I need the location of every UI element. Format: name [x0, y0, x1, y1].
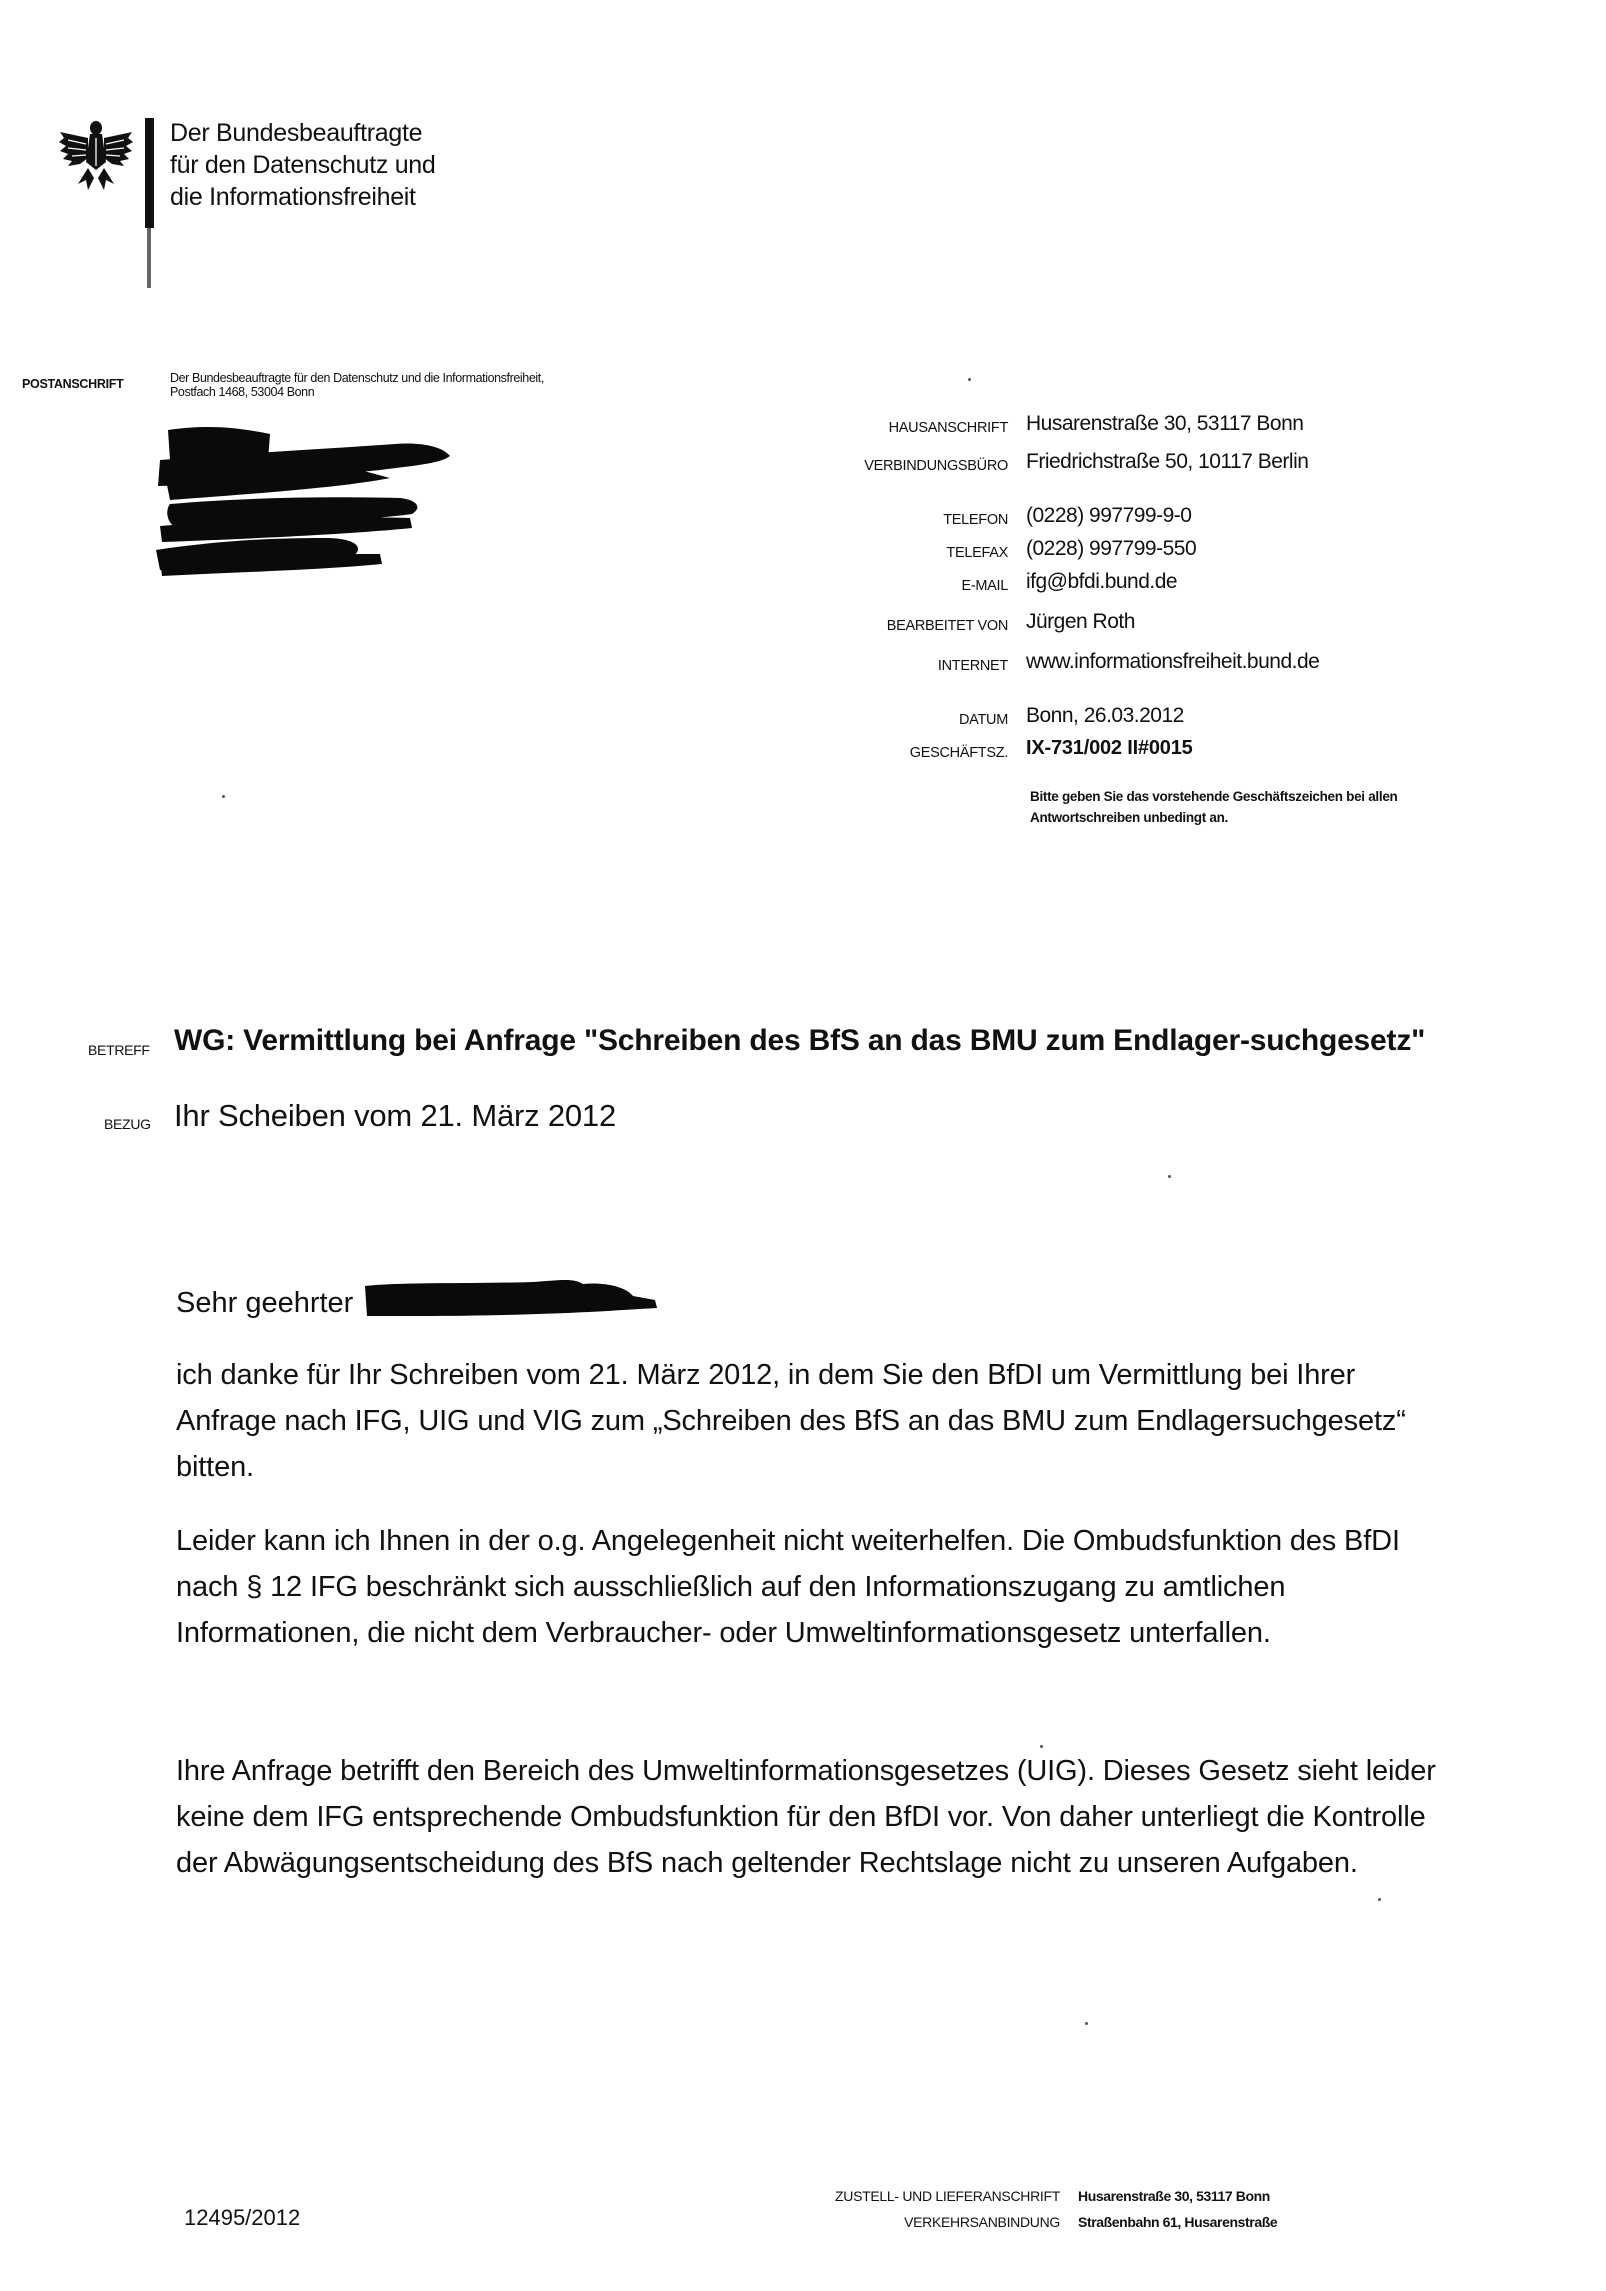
contact-label-telefon: TELEFON — [943, 512, 1008, 528]
org-name-line-2: für den Datenschutz und — [170, 151, 436, 179]
recipient-address-redaction — [150, 420, 510, 615]
scan-speck — [1378, 1898, 1381, 1901]
scan-speck — [968, 378, 971, 381]
org-name-line-1: Der Bundesbeauftragte — [170, 119, 423, 147]
reference-note: Bitte geben Sie das vorstehende Geschäftszeichen bei allen Antwortschreiben unbedingt an. — [1030, 789, 1398, 825]
transport-label: VERKEHRSANBINDUNG — [904, 2214, 1060, 2230]
contact-label-geschaeftszeichen: GESCHÄFTSZ. — [909, 745, 1008, 761]
contact-value-telefon: (0228) 997799-9-0 — [1026, 504, 1192, 527]
federal-eagle-icon — [56, 118, 136, 194]
document-number: 12495/2012 — [184, 2205, 301, 2230]
contact-value-bearbeitet-von: Jürgen Roth — [1026, 610, 1135, 633]
contact-label-verbindungsbuero: VERBINDUNGSBÜRO — [864, 458, 1008, 474]
delivery-address-value: Husarenstraße 30, 53117 Bonn — [1078, 2188, 1270, 2204]
body-paragraph-3: Ihre Anfrage betrifft den Bereich des Umweltinformationsgesetzes (UIG). Dieses Gesetz sieht leider keine dem IFG entsprechende Ombudsfunktion für den BfDI vor. Von daher unterliegt die Kontrolle der Abwägungsentscheidung des BfS nach geltender Rechtslage nicht zu unseren Aufgaben. — [176, 1755, 1436, 1879]
return-address-line-1: Der Bundesbeauftragte für den Datenschutz und die Informationsfreiheit, — [170, 371, 544, 385]
reference-label: BEZUG — [104, 1116, 151, 1132]
contact-label-bearbeitet-von: BEARBEITET VON — [886, 618, 1008, 634]
salutation — [176, 1278, 663, 1320]
letterhead-bar — [145, 118, 154, 228]
contact-label-email: E-MAIL — [961, 578, 1008, 594]
contact-label-telefax: TELEFAX — [946, 545, 1008, 561]
contact-value-geschaeftszeichen: IX-731/002 II#0015 — [1026, 737, 1193, 759]
contact-label-hausanschrift: HAUSANSCHRIFT — [888, 420, 1008, 436]
contact-label-internet: INTERNET — [937, 658, 1008, 674]
body-paragraph-2: Leider kann ich Ihnen in der o.g. Angelegenheit nicht weiterhelfen. Die Ombudsfunktion des BfDI nach § 12 IFG beschränkt sich ausschließlich auf den Informationszugang zu amtlichen Informationen, die nicht dem Verbraucher- oder Umweltinformationsgesetz unterfallen. — [176, 1525, 1400, 1649]
subject-label: BETREFF — [88, 1042, 150, 1058]
contact-value-telefax: (0228) 997799-550 — [1026, 537, 1197, 560]
contact-value-email: ifg@bfdi.bund.de — [1026, 570, 1178, 593]
scan-speck — [1168, 1175, 1171, 1178]
scan-speck — [222, 795, 225, 798]
body-paragraph-1: ich danke für Ihr Schreiben vom 21. März 2012, in dem Sie den BfDI um Vermittlung bei Ihrer Anfrage nach IFG, UIG und VIG zum „Schreiben des BfS an das BMU zum Endlagersuchgesetz“ bitten. — [176, 1359, 1406, 1483]
contact-label-datum: DATUM — [959, 712, 1008, 728]
contact-value-hausanschrift: Husarenstraße 30, 53117 Bonn — [1026, 412, 1304, 435]
contact-value-internet: www.informationsfreiheit.bund.de — [1026, 650, 1320, 673]
contact-value-verbindungsbuero: Friedrichstraße 50, 10117 Berlin — [1026, 450, 1309, 473]
subject-text: WG: Vermittlung bei Anfrage "Schreiben des BfS an das BMU zum Endlager-suchgesetz" — [174, 1024, 1426, 1057]
scan-speck — [1085, 2022, 1088, 2025]
return-address — [170, 371, 690, 399]
salutation-text: Sehr geehrter — [176, 1287, 354, 1319]
transport-value: Straßenbahn 61, Husarenstraße — [1078, 2214, 1278, 2230]
recipient-name-redaction — [363, 1278, 663, 1318]
return-address-line-2: Postfach 1468, 53004 Bonn — [170, 385, 315, 399]
contact-value-datum: Bonn, 26.03.2012 — [1026, 704, 1184, 727]
letterhead-bar-tail — [147, 228, 151, 288]
reference-text: Ihr Scheiben vom 21. März 2012 — [174, 1098, 617, 1133]
scan-speck — [1040, 1745, 1043, 1748]
delivery-address-label: ZUSTELL- UND LIEFERANSCHRIFT — [835, 2188, 1060, 2204]
org-name-line-3: die Informationsfreiheit — [170, 183, 416, 211]
return-address-label: POSTANSCHRIFT — [22, 377, 124, 391]
